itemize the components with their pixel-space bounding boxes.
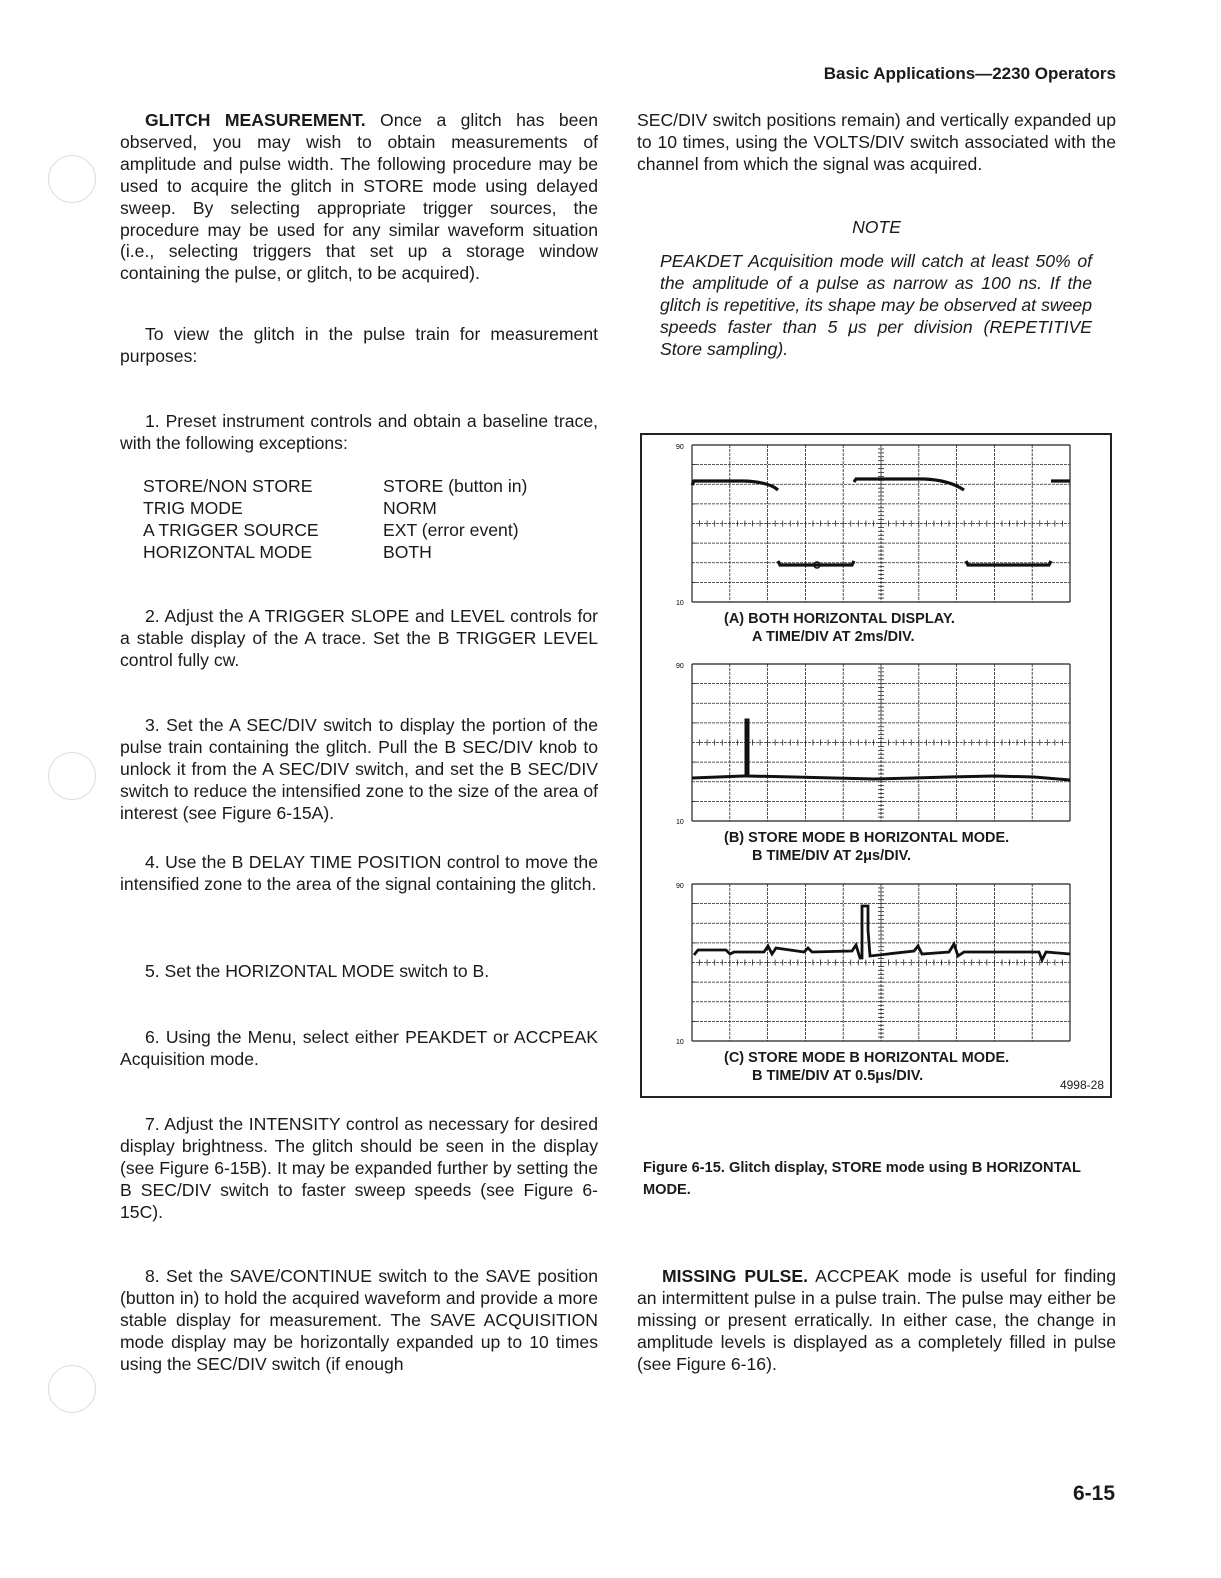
settings-row xyxy=(143,520,527,542)
setting-value: EXT (error event) xyxy=(383,519,519,540)
missing-pulse-paragraph xyxy=(637,1266,1116,1376)
glitch-heading: GLITCH MEASUREMENT. xyxy=(145,110,366,130)
setting-control: STORE/NON STORE xyxy=(143,476,313,496)
graticule-10-label: 10 xyxy=(676,1039,684,1046)
figure-caption: Figure 6-15. Glitch display, STORE mode using B HORIZONTAL MODE. xyxy=(643,1160,1081,1198)
panel-b-line1: (B) STORE MODE B HORIZONTAL MODE. xyxy=(724,830,1010,846)
trace-c xyxy=(694,906,1070,960)
settings-row xyxy=(143,498,527,520)
setting-control: A TRIGGER SOURCE xyxy=(143,519,319,540)
settings-table xyxy=(143,476,527,564)
binder-hole xyxy=(48,752,96,800)
panel-c-line2: B TIME/DIV AT 0.5μs/DIV. xyxy=(752,1068,924,1084)
step-6: 6. Using the Menu, select either PEAKDET or ACCPEAK Acquisition mode. xyxy=(120,1027,598,1069)
graticule-10-label: 10 xyxy=(676,600,684,607)
setting-value: NORM xyxy=(383,497,437,518)
note-title: NOTE xyxy=(852,217,901,237)
step-4: 4. Use the B DELAY TIME POSITION control to move the intensified zone to the area of the signal containing the glitch. xyxy=(120,852,598,894)
settings-row xyxy=(143,476,527,498)
missing-pulse-heading: MISSING PULSE. xyxy=(662,1266,808,1286)
glitch-text: Once a glitch has been observed, you may wish to obtain measurements of amplitude and pulse width. The following procedure may be used to acquire the glitch in STORE mode using delayed sweep. By selecting appropriate trigger sources, the procedure may be used for any similar waveform situation (i.e., selecting triggers that set up a storage window containing the pulse, or glitch, to be acquired). xyxy=(120,110,599,284)
panel-a-label xyxy=(724,610,955,646)
setting-control: TRIG MODE xyxy=(143,497,243,518)
graticule-b xyxy=(674,660,1086,826)
binder-hole xyxy=(48,155,96,203)
panel-c-line1: (C) STORE MODE B HORIZONTAL MODE. xyxy=(724,1050,1010,1066)
page-number: 6-15 xyxy=(1073,1482,1116,1505)
step-3: 3. Set the A SEC/DIV switch to display the portion of the pulse train containing the glitch. Pull the B SEC/DIV knob to unlock it from the A SEC/DIV switch, and set the B SEC/DIV switch to reduce the intensified zone to the size of the area of interest (see Figure 6-15A). xyxy=(120,715,598,823)
step-5: 5. Set the HORIZONTAL MODE switch to B. xyxy=(145,961,490,981)
step-1: 1. Preset instrument controls and obtain a baseline trace, with the following exceptions: xyxy=(120,411,598,453)
graticule-90-label: 90 xyxy=(676,444,684,451)
missing-pulse-text: ACCPEAK mode is useful for finding an intermittent pulse in a pulse train. The pulse may either be missing or present erratically. In either case, the change in amplitude levels is displayed as a completely filled in pulse (see Figure 6-16). xyxy=(637,1266,1116,1374)
graticule-90-label: 90 xyxy=(676,663,684,670)
figure-6-15 xyxy=(640,433,1112,1098)
step-2: 2. Adjust the A TRIGGER SLOPE and LEVEL controls for a stable display of the A trace. Set the B TRIGGER LEVEL control fully cw. xyxy=(120,606,598,670)
setting-control: HORIZONTAL MODE xyxy=(143,541,313,562)
panel-b-line2: B TIME/DIV AT 2μs/DIV. xyxy=(752,848,912,864)
graticule-10-label: 10 xyxy=(676,819,684,826)
graticule-a xyxy=(674,441,1086,607)
graticule-90-label: 90 xyxy=(676,883,684,890)
settings-row xyxy=(143,542,527,564)
panel-a-line2: A TIME/DIV AT 2ms/DIV. xyxy=(752,629,915,645)
binder-hole xyxy=(48,1365,96,1413)
running-header: Basic Applications—2230 Operators xyxy=(823,64,1116,83)
panel-b-label xyxy=(724,829,1009,865)
continued-paragraph: SEC/DIV switch positions remain) and vertically expanded up to 10 times, using the VOLTS/DIV switch associated with the channel from which the signal was acquired. xyxy=(637,110,1116,174)
step-8: 8. Set the SAVE/CONTINUE switch to the SAVE position (button in) to hold the acquired waveform and provide a more stable display for measurement. The SAVE ACQUISITION mode display may be horizontally expanded up to 10 times using the SEC/DIV switch (if enough xyxy=(120,1266,598,1374)
glitch-measurement-paragraph xyxy=(120,110,598,285)
graticule-c xyxy=(674,880,1086,1046)
panel-c-label xyxy=(724,1049,1009,1085)
step-7: 7. Adjust the INTENSITY control as necessary for desired display brightness. The glitch should be seen in the display (see Figure 6-15B). It may be expanded further by setting the B SEC/DIV switch to faster sweep speeds (see Figure 6-15C). xyxy=(120,1114,598,1222)
note-text: PEAKDET Acquisition mode will catch at least 50% of the amplitude of a pulse as narrow as 100 ns. If the glitch is repetitive, its shape may be observed at sweep speeds faster than 5 μs per division (REPETITIVE Store sampling). xyxy=(660,251,1092,359)
panel-a-line1: (A) BOTH HORIZONTAL DISPLAY. xyxy=(724,611,955,627)
setting-value: BOTH xyxy=(383,541,432,562)
to-view-paragraph: To view the glitch in the pulse train for measurement purposes: xyxy=(120,324,598,366)
setting-value: STORE (button in) xyxy=(383,476,528,496)
figure-id: 4998-28 xyxy=(1059,1078,1104,1092)
